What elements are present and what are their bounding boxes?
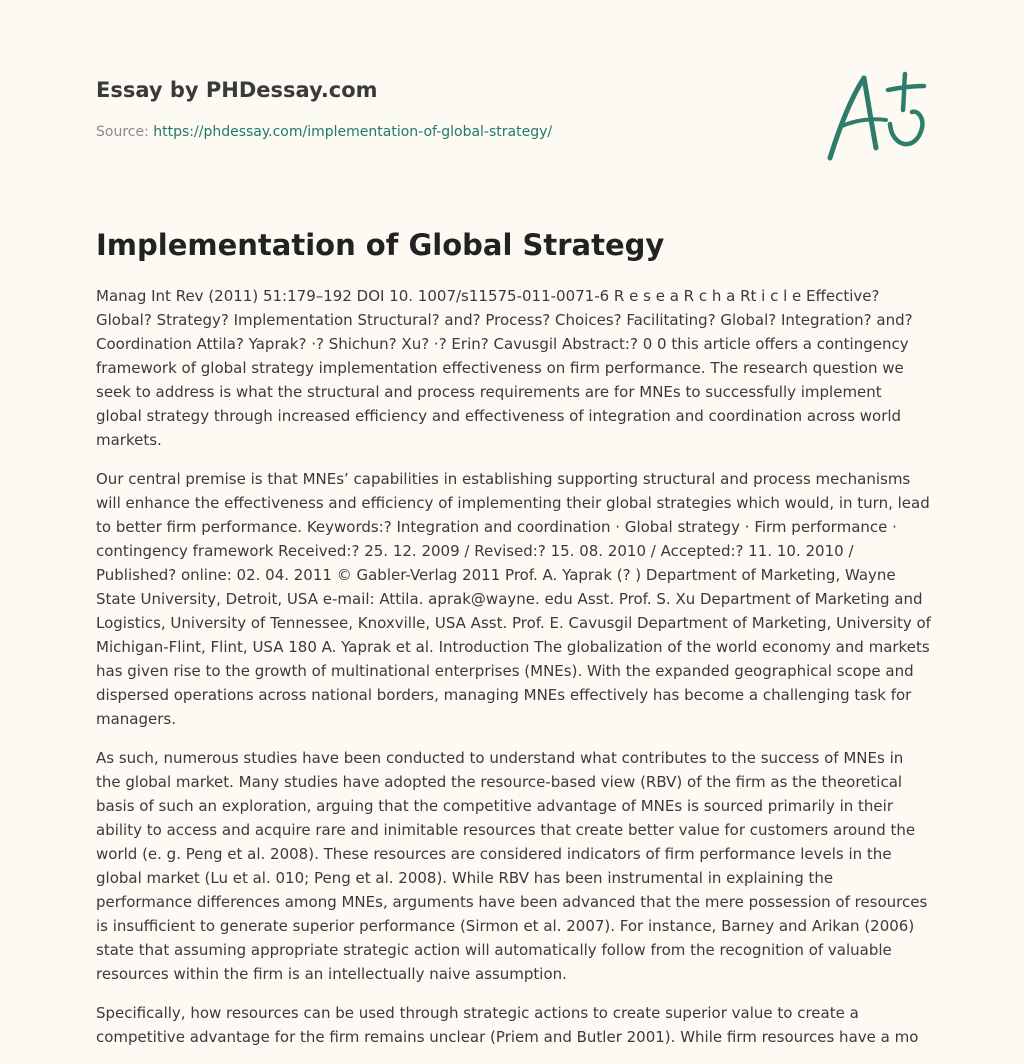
source-link[interactable]: https://phdessay.com/implementation-of-global-strategy/: [153, 124, 553, 140]
page-header: [96, 76, 796, 142]
source-label: Source:: [96, 124, 154, 140]
paragraph: Manag Int Rev (2011) 51:179–192 DOI 10. 1007/s11575-011-0071-6 R e s e a R c h a Rt i c l e Effective? Global? Strategy? Implementation Structural? and? Process? Choices? Facilitating? Global? Integration? and? Coordination Attila? Yaprak? ·? Shichun? Xu? ·? Erin? Cavusgil Abstract:? 0 0 this article offers a contingency framework of global strategy implementation effectiveness on firm performance. The research question we seek to address is what the structural and process requirements are for MNEs to successfully implement global strategy through increased efficiency and effectiveness of integration and coordination across world markets.: [96, 287, 913, 449]
site-title: Essay by PHDessay.com: [96, 78, 378, 102]
essay-title: Implementation of Global Strategy: [96, 228, 665, 262]
a-plus-logo-icon: [820, 66, 930, 166]
paragraph: Our central premise is that MNEs’ capabilities in establishing supporting structural and process mechanisms will enhance the effectiveness and efficiency of implementing their global strategies which would, in turn, lead to better firm performance. Keywords:? Integration and coordination · Global strategy · Firm performance · contingency framework Received:? 25. 12. 2009 / Revised:? 15. 08. 2010 / Accepted:? 11. 10. 2010 / Published? online: 02. 04. 2011 © Gabler-Verlag 2011 Prof. A. Yaprak (? ) Department of Marketing, Wayne State University, Detroit, USA e-mail: Attila. aprak@wayne. edu Asst. Prof. S. Xu Department of Marketing and Logistics, University of Tennessee, Knoxville, USA Asst. Prof. E. Cavusgil Department of Marketing, University of Michigan-Flint, Flint, USA 180 A. Yaprak et al. Introduction The globalization of the world economy and markets has given rise to the growth of multinational enterprises (MNEs). With the expanded geographical scope and dispersed operations across national borders, managing MNEs effectively has become a challenging task for managers.: [96, 470, 931, 728]
paragraph: As such, numerous studies have been conducted to understand what contributes to the success of MNEs in the global market. Many studies have adopted the resource-based view (RBV) of the firm as the theoretical basis of such an exploration, arguing that the competitive advantage of MNEs is sourced primarily in their ability to access and acquire rare and inimitable resources that create better value for customers around the world (e. g. Peng et al. 2008). These resources are considered indicators of firm performance levels in the global market (Lu et al. 010; Peng et al. 2008). While RBV has been instrumental in explaining the performance differences among MNEs, arguments have been advanced that the mere possession of resources is insufficient to generate superior performance (Sirmon et al. 2007). For instance, Barney and Arikan (2006) state that assuming appropriate strategic action will automatically follow from the recognition of valuable resources within the firm is an intellectually naive assumption.: [96, 749, 928, 983]
essay-content: [96, 284, 932, 1064]
source-line: [96, 122, 796, 142]
paragraph: Specifically, how resources can be used through strategic actions to create superior value to create a competitive advantage for the firm remains unclear (Priem and Butler 2001). While firm resources have a mo: [96, 1004, 919, 1046]
